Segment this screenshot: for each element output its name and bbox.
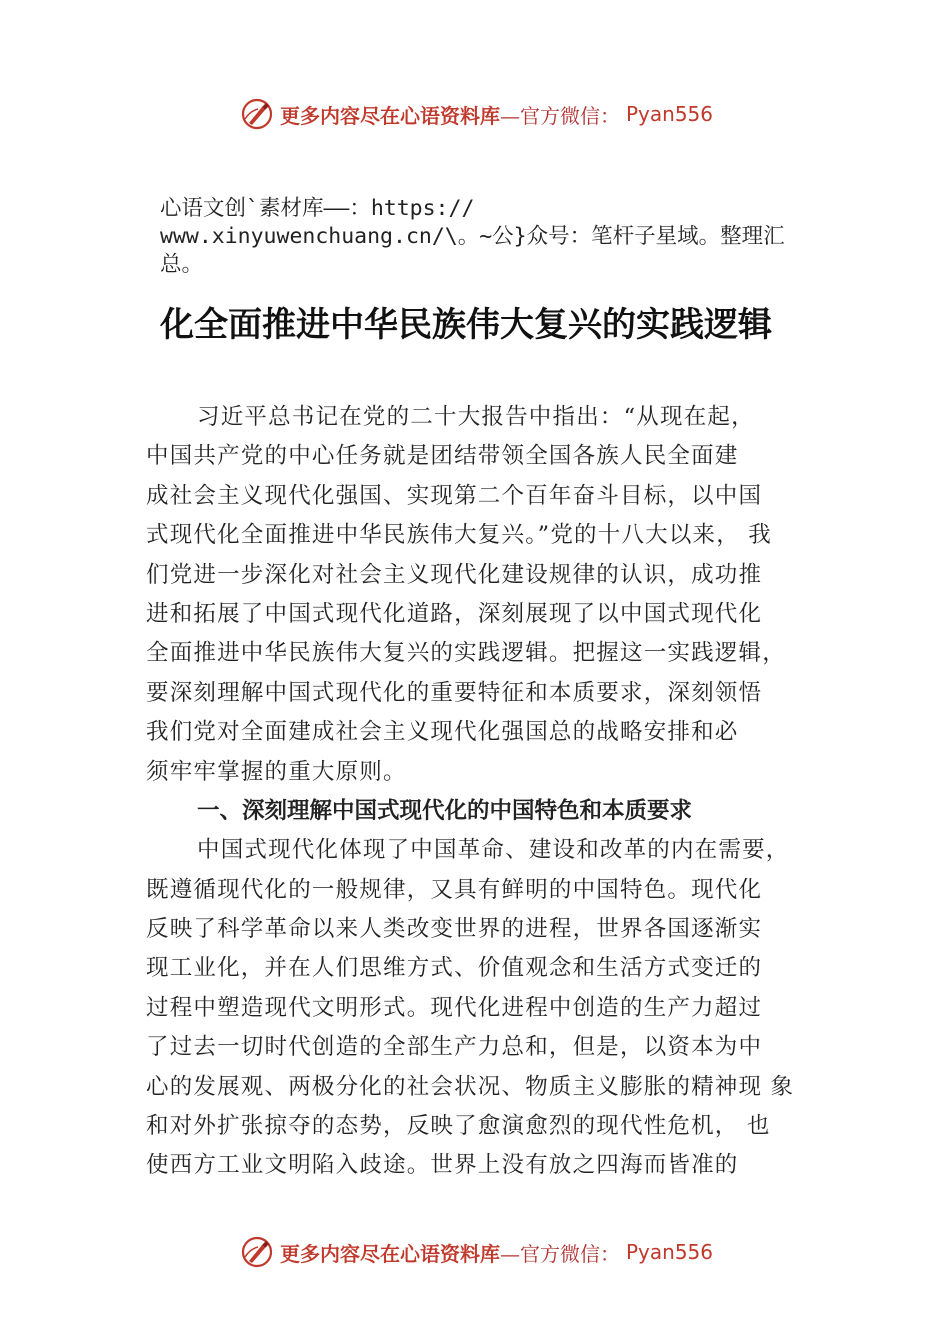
paragraph-line: 须牢牢掌握的重大原则。 — [146, 758, 407, 785]
paragraph-line: 使西方工业文明陷入歧途。世界上没有放之四海而皆准的 — [146, 1152, 739, 1179]
paragraph-line: 习近平总书记在党的二十大报告中指出：“从现在起， — [197, 404, 755, 430]
header-banner — [240, 94, 760, 134]
paragraph-line: 要深刻理解中国式现代化的重要特征和本质要求，深刻领悟 — [146, 679, 763, 706]
paragraph-line: 心的发展观、两极分化的社会状况、物质主义膨胀的精神现 象 — [146, 1073, 795, 1100]
paragraph-line: 了过去一切时代创造的全部生产力总和，但是，以资本为中 — [146, 1034, 763, 1061]
banner-main-text: 更多内容尽在心语资料库 — [280, 1241, 500, 1266]
banner-wechat-id: Pyan556 — [626, 1240, 714, 1264]
paragraph-line: 我们党对全面建成社会主义现代化强国总的战略安排和必 — [146, 719, 739, 746]
paragraph-line: 和对外扩张掠夺的态势，反映了愈演愈烈的现代性危机， 也 — [146, 1113, 771, 1140]
source-line: 心语文创`素材库——：https:// — [160, 196, 475, 221]
paragraph-line: 全面推进中华民族伟大复兴的实践逻辑。把握这一实践逻辑， — [146, 640, 786, 667]
paragraph-line: 现工业化，并在人们思维方式、价值观念和生活方式变迁的 — [146, 955, 763, 982]
paragraph-line: 进和拓展了中国式现代化道路，深刻展现了以中国式现代化 — [146, 600, 763, 627]
banner-main-text: 更多内容尽在心语资料库 — [280, 103, 500, 128]
banner-wechat-label: —官方微信： — [500, 103, 620, 128]
document-body — [146, 398, 846, 1186]
paragraph-line: 们党进一步深化对社会主义现代化建设规律的认识，成功推 — [146, 561, 763, 588]
paragraph-line: 反映了科学革命以来人类改变世界的进程，世界各国逐渐实 — [146, 916, 763, 943]
section-heading: 一、深刻理解中国式现代化的中国特色和本质要求 — [197, 797, 693, 824]
paragraph-line: 式现代化全面推进中华民族伟大复兴。”党的十八大以来， 我 — [146, 522, 773, 549]
paragraph-line: 中国式现代化体现了中国革命、建设和改革的内在需要， — [197, 837, 790, 864]
banner-wechat-id: Pyan556 — [626, 102, 714, 126]
paragraph-line: 既遵循现代化的一般规律，又具有鲜明的中国特色。现代化 — [146, 876, 763, 903]
footer-banner — [240, 1232, 760, 1272]
banner-wechat-label: —官方微信： — [500, 1241, 620, 1266]
document-title: 化全面推进中华民族伟大复兴的实践逻辑 — [160, 305, 772, 345]
source-line: www.xinyuwenchuang.cn/\。~公}众号：笔杆子星域。整理汇 — [160, 224, 785, 249]
paragraph-line: 中国共产党的中心任务就是团结带领全国各族人民全面建 — [146, 443, 739, 470]
paragraph-line: 成社会主义现代化强国、实现第二个百年奋斗目标，以中国 — [146, 482, 763, 509]
source-note — [160, 195, 840, 279]
pen-logo-icon — [240, 1235, 274, 1269]
source-line: 总。 — [160, 252, 204, 277]
pen-logo-icon — [240, 97, 274, 131]
paragraph-line: 过程中塑造现代文明形式。现代化进程中创造的生产力超过 — [146, 994, 763, 1021]
